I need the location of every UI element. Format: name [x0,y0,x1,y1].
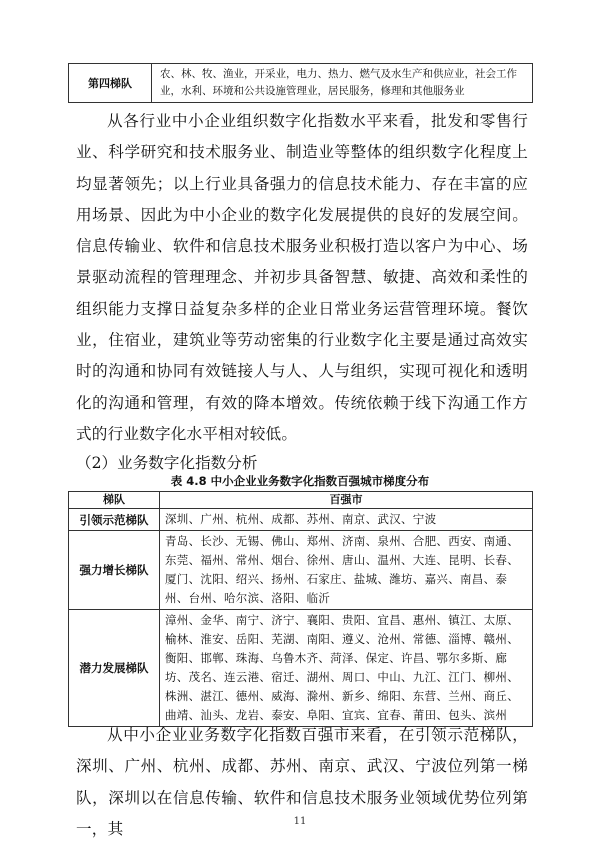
tier-cities: 深圳、广州、杭州、成都、苏州、南京、武汉、宁波 [160,509,533,531]
paragraph-business-digitalization: 从中小企业业务数字化指数百强市来看，在引领示范梯队，深圳、广州、杭州、成都、苏州、南京、武汉、宁波位列第一梯队，深圳以在信息传输、软件和信息技术服务业领域优势位列第一，其 [76,726,528,838]
table-row [69,509,533,531]
table-caption: 表 4.8 中小企业业务数字化指数百强城市梯度分布 [170,474,430,488]
tier-cities: 漳州、金华、南宁、济宁、襄阳、贵阳、宜昌、惠州、镇江、太原、榆林、淮安、岳阳、芜湖、南阳、遵义、沧州、常德、淄博、赣州、衡阳、邯郸、珠海、乌鲁木齐、菏泽、保定、许昌、鄂尔多斯、廊坊、茂名、连云港、宿迁、湖州、周口、中山、九江、江门、柳州、株洲、湛江、德州、威海、滁州、新乡、绵阳、东营、兰州、商丘、曲靖、汕头、龙岩、泰安、阜阳、宜宾、宜春、莆田、包头、滨州 [160,610,533,727]
city-tier-table [68,491,533,727]
table-row [69,531,533,610]
page-number: 11 [293,816,307,827]
column-header-cities: 百强市 [160,492,533,509]
tier-label: 潜力发展梯队 [69,610,160,727]
tier-label: 引领示范梯队 [69,509,160,531]
tier-cities: 青岛、长沙、无锡、佛山、郑州、济南、泉州、合肥、西安、南通、东莞、福州、常州、烟台、徐州、唐山、温州、大连、昆明、长春、厦门、沈阳、绍兴、扬州、石家庄、盐城、潍坊、嘉兴、南昌、泰州、台州、哈尔滨、洛阳、临沂 [160,531,533,610]
tier-industries: 农、林、牧、渔业，开采业，电力、热力、燃气及水生产和供应业，社会工作业，水利、环境和公共设施管理业，居民服务，修理和其他服务业 [152,64,533,103]
tier-label: 第四梯队 [69,64,152,103]
table-header-row [69,492,533,509]
section-subheading: （2）业务数字化指数分析 [76,454,258,472]
industry-tier-table [68,63,533,103]
table-row [69,64,533,103]
table-row [69,610,533,727]
paragraph-org-digitalization: 从各行业中小企业组织数字化指数水平来看，批发和零售行业、科学研究和技术服务业、制造业等整体的组织数字化程度上均显著领先；以上行业具备强力的信息技术能力、存在丰富的应用场景、因此为中小企业的数字化发展提供的良好的发展空间。信息传输业、软件和信息技术服务业积极打造以客户为中心、场景驱动流程的管理理念、并初步具备智慧、敏捷、高效和柔性的组织能力支撑日益复杂多样的企业日常业务运营管理环境。餐饮业，住宿业，建筑业等劳动密集的行业数字化主要是通过高效实时的沟通和协同有效链接人与人、人与组织，实现可视化和透明化的沟通和管理，有效的降本增效。传统依赖于线下沟通工作方式的行业数字化水平相对较低。 [76,112,528,443]
tier-label: 强力增长梯队 [69,531,160,610]
column-header-tier: 梯队 [69,492,160,509]
